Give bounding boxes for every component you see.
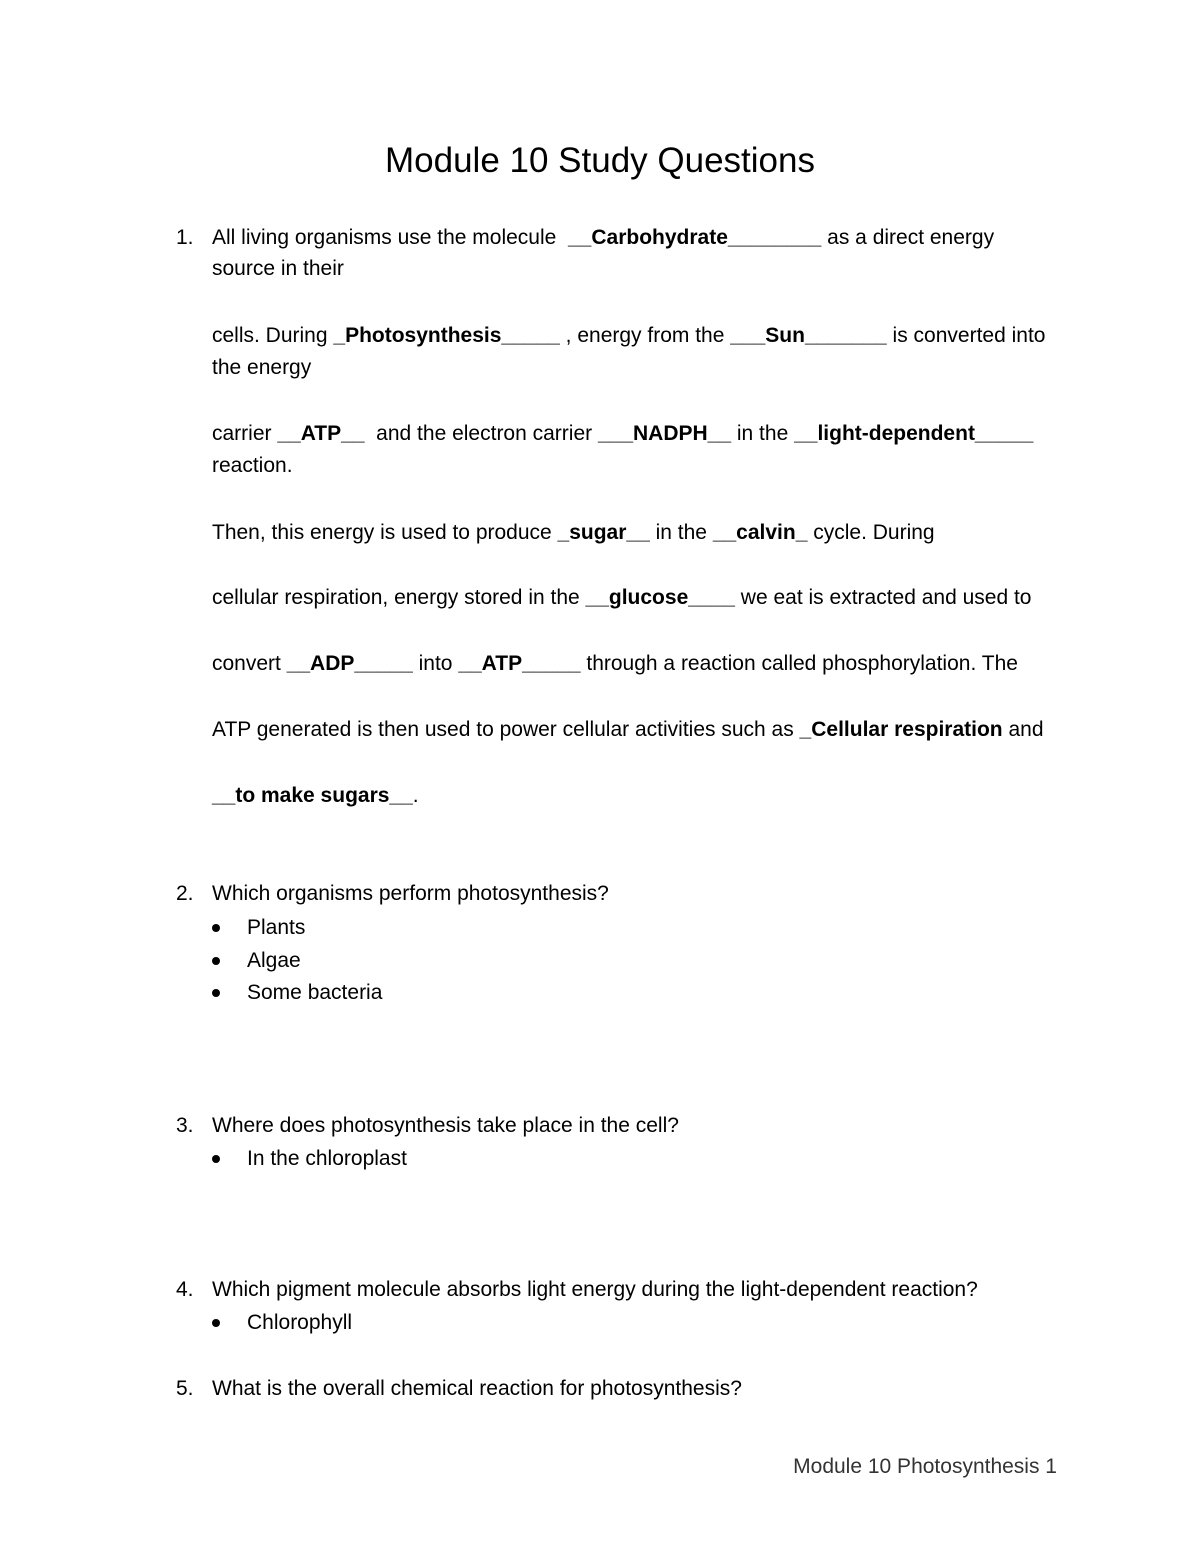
fill-in-line bbox=[212, 520, 935, 546]
answer-blank: __glucose____ bbox=[585, 586, 735, 609]
text-segment: cycle. During bbox=[807, 521, 935, 544]
question-prompt bbox=[212, 1376, 742, 1402]
text-segment: cells. During bbox=[212, 324, 334, 347]
answer-blank: _Cellular respiration bbox=[799, 718, 1003, 741]
answer-blank: __calvin_ bbox=[712, 521, 808, 544]
question-prompt bbox=[212, 881, 609, 907]
answer-blank: __ADP_____ bbox=[286, 652, 413, 675]
text-segment: the energy bbox=[212, 356, 312, 379]
bullet-icon bbox=[212, 989, 220, 997]
text-segment: convert bbox=[212, 652, 287, 675]
bullet-icon bbox=[212, 1155, 220, 1163]
text-segment: as a direct energy bbox=[821, 226, 995, 249]
bullet-icon bbox=[212, 924, 220, 932]
question-number: 5. bbox=[176, 1377, 194, 1400]
text-segment: , energy from the bbox=[559, 324, 731, 347]
text-segment: we eat is extracted and used to bbox=[734, 586, 1032, 609]
text-segment: into bbox=[412, 652, 459, 675]
answer-blank: ___Sun_______ bbox=[730, 324, 887, 347]
answer-item: In the chloroplast bbox=[247, 1147, 407, 1170]
page-title: Module 10 Study Questions bbox=[385, 141, 815, 180]
answer-item: Some bacteria bbox=[247, 981, 383, 1004]
question-prompt bbox=[212, 1113, 679, 1139]
fill-in-line bbox=[212, 323, 1045, 349]
question-number: 1. bbox=[176, 226, 194, 249]
fill-in-line bbox=[212, 651, 1018, 677]
text-segment: and bbox=[1002, 718, 1044, 741]
fill-in-line bbox=[212, 783, 419, 809]
answer-blank: _sugar__ bbox=[557, 521, 650, 544]
page-footer: Module 10 Photosynthesis 1 bbox=[793, 1455, 1057, 1478]
answer-blank: __ATP_____ bbox=[458, 652, 581, 675]
text-segment: . bbox=[412, 784, 419, 807]
fill-in-line bbox=[212, 421, 1033, 447]
answer-blank: _Photosynthesis_____ bbox=[333, 324, 560, 347]
question-prompt bbox=[212, 1277, 978, 1303]
text-segment: in the bbox=[649, 521, 713, 544]
text-segment: and the electron carrier bbox=[364, 422, 598, 445]
fill-in-line bbox=[212, 453, 293, 479]
fill-in-line bbox=[212, 355, 311, 381]
fill-in-line bbox=[212, 585, 1031, 611]
question-text: Which organisms perform photosynthesis? bbox=[212, 882, 609, 905]
text-segment: in the bbox=[731, 422, 795, 445]
fill-in-line bbox=[212, 256, 344, 282]
text-segment: cellular respiration, energy stored in the bbox=[212, 586, 586, 609]
answer-item: Chlorophyll bbox=[247, 1311, 353, 1334]
answer-item: Plants bbox=[247, 916, 306, 939]
answer-blank: __ATP__ bbox=[277, 422, 365, 445]
text-segment: source in their bbox=[212, 257, 344, 280]
answer-blank: __light-dependent_____ bbox=[794, 422, 1034, 445]
bullet-icon bbox=[212, 957, 220, 965]
question-number: 4. bbox=[176, 1278, 194, 1301]
answer-blank: __to make sugars__ bbox=[212, 784, 413, 807]
text-segment: carrier bbox=[212, 422, 278, 445]
text-segment: reaction. bbox=[212, 454, 293, 477]
answer-blank: ___NADPH__ bbox=[597, 422, 732, 445]
text-segment: is converted into bbox=[886, 324, 1046, 347]
text-segment: All living organisms use the molecule bbox=[212, 226, 568, 249]
question-text: Which pigment molecule absorbs light energy during the light-dependent reaction? bbox=[212, 1278, 978, 1301]
fill-in-line bbox=[212, 225, 994, 251]
text-segment: Then, this energy is used to produce bbox=[212, 521, 558, 544]
question-number: 2. bbox=[176, 882, 194, 905]
text-segment: ATP generated is then used to power cellular activities such as bbox=[212, 718, 800, 741]
answer-item: Algae bbox=[247, 949, 301, 972]
answer-blank: __Carbohydrate________ bbox=[568, 226, 822, 249]
question-number: 3. bbox=[176, 1114, 194, 1137]
bullet-icon bbox=[212, 1319, 220, 1327]
text-segment: through a reaction called phosphorylation. The bbox=[580, 652, 1018, 675]
question-text: Where does photosynthesis take place in the cell? bbox=[212, 1114, 679, 1137]
question-text: What is the overall chemical reaction for photosynthesis? bbox=[212, 1377, 742, 1400]
fill-in-line bbox=[212, 717, 1044, 743]
